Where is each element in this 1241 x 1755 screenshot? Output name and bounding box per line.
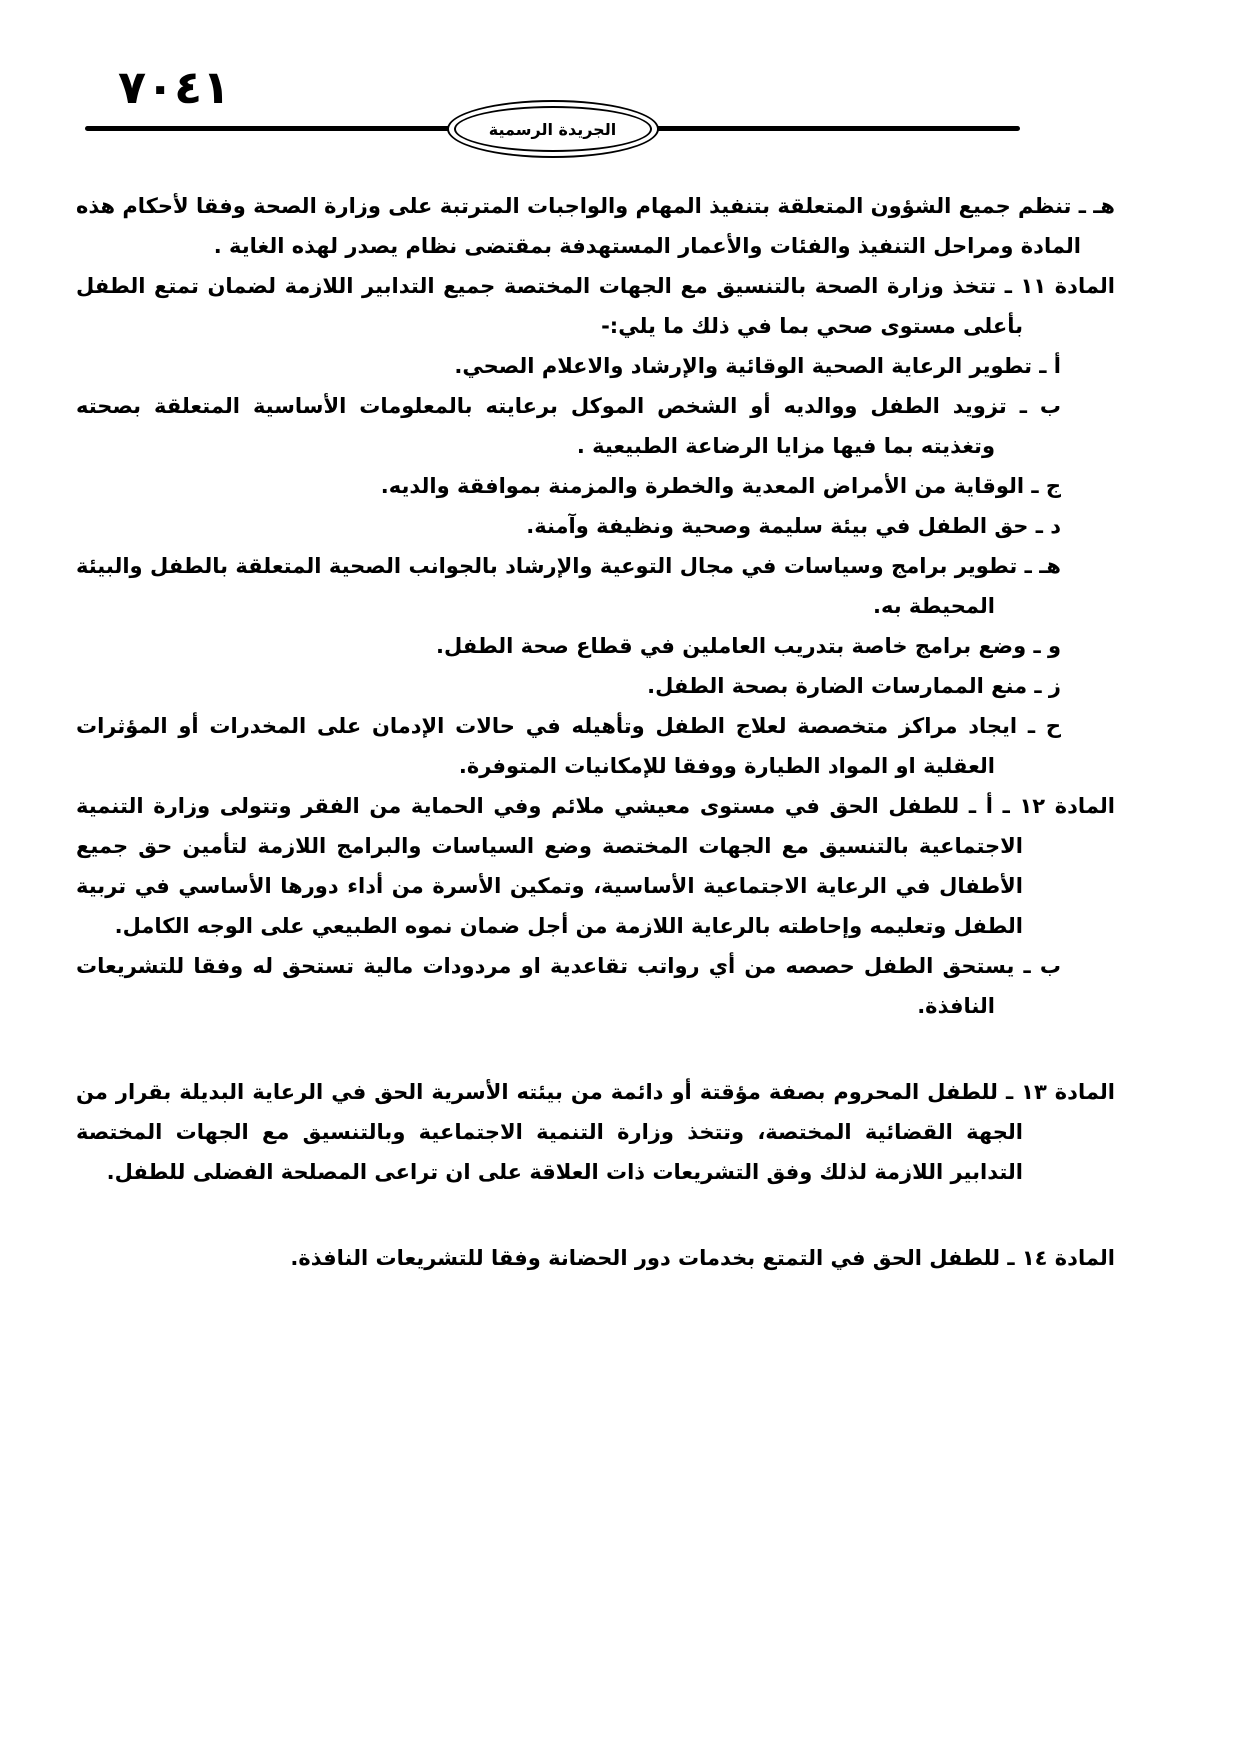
paragraph: المادة ١٤ ـ للطفل الحق في التمتع بخدمات دور الحضانة وفقا للتشريعات النافذة. — [290, 1246, 1115, 1270]
gazette-badge-inner-ring — [454, 106, 652, 152]
paragraph: ز ـ منع الممارسات الضارة بصحة الطفل. — [647, 674, 1061, 698]
paragraph: د ـ حق الطفل في بيئة سليمة وصحية ونظيفة وآمنة. — [526, 514, 1061, 538]
paragraph: هـ ـ تنظم جميع الشؤون المتعلقة بتنفيذ المهام والواجبات المترتبة على وزارة الصحة وفقا لأحكام هذه المادة ومراحل التنفيذ والفئات والأعمار المستهدفة بمقتضى نظام يصدر لهذه الغاية . — [76, 194, 1115, 258]
paragraph: المادة ١٣ ـ للطفل المحروم بصفة مؤقتة أو دائمة من بيئته الأسرية الحق في الرعاية البديلة بقرار من الجهة القضائية المختصة، وتتخذ وزارة التنمية الاجتماعية وبالتنسيق مع الجهات المختصة التدابير اللازمة لذلك وفق التشريعات ذات العلاقة على ان تراعى المصلحة الفضلى للطفل. — [76, 1080, 1115, 1184]
gazette-badge-label: الجريدة الرسمية — [488, 119, 617, 139]
paragraph: هـ ـ تطوير برامج وسياسات في مجال التوعية والإرشاد بالجوانب الصحية المتعلقة بالطفل والبيئة المحيطة به. — [76, 554, 1061, 618]
paragraph: ب ـ يستحق الطفل حصصه من أي رواتب تقاعدية او مردودات مالية تستحق له وفقا للتشريعات النافذة. — [76, 954, 1061, 1018]
gazette-badge — [447, 100, 659, 158]
header-band — [85, 100, 1020, 158]
paragraph: ح ـ ايجاد مراكز متخصصة لعلاج الطفل وتأهيله في حالات الإدمان على المخدرات أو المؤثرات العقلية او المواد الطيارة ووفقا للإمكانيات المتوفرة. — [76, 714, 1061, 778]
paragraph: ج ـ الوقاية من الأمراض المعدية والخطرة والمزمنة بموافقة والديه. — [380, 474, 1061, 498]
paragraph: و ـ وضع برامج خاصة بتدريب العاملين في قطاع صحة الطفل. — [436, 634, 1061, 658]
paragraph: أ ـ تطوير الرعاية الصحية الوقائية والإرشاد والاعلام الصحي. — [454, 354, 1061, 378]
paragraph: المادة ١١ ـ تتخذ وزارة الصحة بالتنسيق مع الجهات المختصة جميع التدابير اللازمة لضمان تمتع الطفل بأعلى مستوى صحي بما في ذلك ما يلي:- — [76, 274, 1115, 338]
page-number: ٧٠٤١ — [118, 60, 231, 114]
document-body — [76, 186, 1115, 1278]
paragraph: المادة ١٢ ـ أ ـ للطفل الحق في مستوى معيشي ملائم وفي الحماية من الفقر وتتولى وزارة التنمية الاجتماعية بالتنسيق مع الجهات المختصة وضع السياسات والبرامج اللازمة لتأمين حق جميع الأطفال في الرعاية الاجتماعية الأساسية، وتمكين الأسرة من أداء دورها الأساسي في تربية الطفل وتعليمه وإحاطته بالرعاية اللازمة من أجل ضمان نموه الطبيعي على الوجه الكامل. — [76, 794, 1115, 938]
paragraph: ب ـ تزويد الطفل ووالديه أو الشخص الموكل برعايته بالمعلومات الأساسية المتعلقة بصحته وتغذيته بما فيها مزايا الرضاعة الطبيعية . — [76, 394, 1061, 458]
